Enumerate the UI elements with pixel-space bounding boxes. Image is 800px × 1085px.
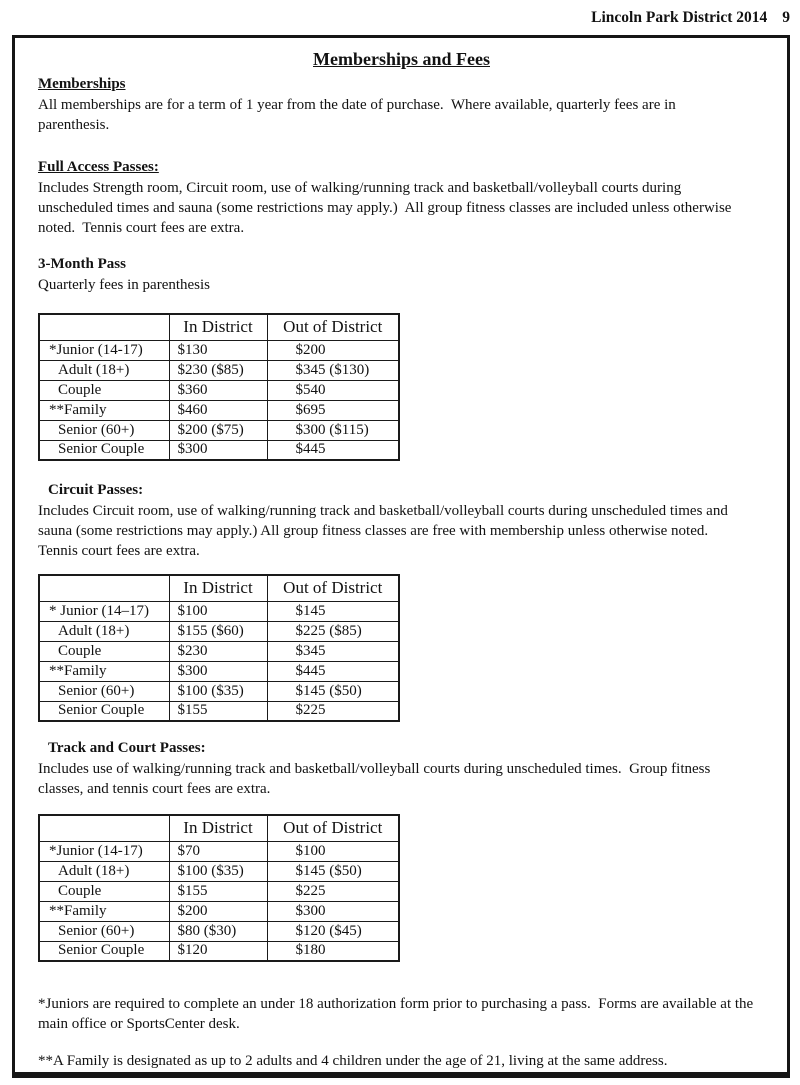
family-footnote: **A Family is designated as up to 2 adults and 4 children under the age of 21, living at the same address. xyxy=(38,1053,668,1069)
in-district-value: $70 xyxy=(169,841,267,861)
track-court-heading: Track and Court Passes: xyxy=(48,740,206,756)
full-access-section xyxy=(38,157,765,461)
row-category-label: Adult (18+) xyxy=(39,861,169,881)
full-access-heading: Full Access Passes: xyxy=(38,159,159,175)
circuit-description: Includes Circuit room, use of walking/running track and basketball/volleyball courts during unscheduled times and sauna (some restrictions may apply.) All group fitness classes are free with membership unless otherwise noted. Tennis court fees are extra. xyxy=(38,503,732,559)
track-court-description: Includes use of walking/running track and basketball/volleyball courts during unscheduled times. Group fitness classes, and tennis court fees are extra. xyxy=(38,761,715,797)
category-column-header xyxy=(39,815,169,841)
page-title: Memberships and Fees xyxy=(313,49,490,69)
in-district-value: $130 xyxy=(169,340,267,360)
publication-title: Lincoln Park District 2014 xyxy=(591,9,768,26)
out-of-district-value: $145 ($50) xyxy=(267,861,399,881)
row-category-label: Couple xyxy=(39,641,169,661)
out-of-district-value: $300 ($115) xyxy=(267,420,399,440)
in-district-value: $155 xyxy=(169,701,267,721)
out-of-district-value: $225 xyxy=(267,881,399,901)
row-category-label: **Family xyxy=(39,901,169,921)
out-of-district-value: $695 xyxy=(267,400,399,420)
row-category-label: **Family xyxy=(39,661,169,681)
row-category-label: Adult (18+) xyxy=(39,621,169,641)
in-district-value: $100 ($35) xyxy=(169,861,267,881)
fee-table-row xyxy=(39,861,399,881)
fee-table-row xyxy=(39,400,399,420)
memberships-heading: Memberships xyxy=(38,76,126,92)
row-category-label: Senior (60+) xyxy=(39,921,169,941)
fee-table-row xyxy=(39,681,399,701)
row-category-label: *Junior (14-17) xyxy=(39,340,169,360)
out-of-district-value: $225 xyxy=(267,701,399,721)
row-category-label: Senior Couple xyxy=(39,701,169,721)
three-month-pass-subtitle: Quarterly fees in parenthesis xyxy=(38,277,211,293)
fee-table-row xyxy=(39,841,399,861)
in-district-value: $80 ($30) xyxy=(169,921,267,941)
in-district-value: $200 ($75) xyxy=(169,420,267,440)
row-category-label: Couple xyxy=(39,881,169,901)
fee-table-row xyxy=(39,380,399,400)
in-district-value: $100 ($35) xyxy=(169,681,267,701)
in-district-value: $100 xyxy=(169,601,267,621)
row-category-label: **Family xyxy=(39,400,169,420)
full-access-fee-table xyxy=(38,313,400,461)
out-of-district-value: $445 xyxy=(267,661,399,681)
row-category-label: * Junior (14–17) xyxy=(39,601,169,621)
out-of-district-value: $225 ($85) xyxy=(267,621,399,641)
in-district-value: $300 xyxy=(169,440,267,460)
in-district-value: $230 ($85) xyxy=(169,360,267,380)
memberships-section xyxy=(38,74,765,135)
out-of-district-value: $345 xyxy=(267,641,399,661)
three-month-pass-title: 3-Month Pass xyxy=(38,256,126,272)
fee-table-row xyxy=(39,621,399,641)
fee-table-header-row xyxy=(39,815,399,841)
in-district-value: $230 xyxy=(169,641,267,661)
out-of-district-value: $445 xyxy=(267,440,399,460)
full-access-description: Includes Strength room, Circuit room, use of walking/running track and basketball/volleyball courts during unscheduled times and sauna (some restrictions may apply.) All group fitness classes are included unless otherwise noted. Tennis court fees are extra. xyxy=(38,180,736,236)
track-court-section xyxy=(38,738,765,962)
row-category-label: Senior Couple xyxy=(39,440,169,460)
in-district-column-header: In District xyxy=(169,314,267,340)
category-column-header xyxy=(39,314,169,340)
fee-table-row xyxy=(39,601,399,621)
fee-table-header-row xyxy=(39,314,399,340)
memberships-description: All memberships are for a term of 1 year from the date of purchase. Where available, quarterly fees are in parenthesis. xyxy=(38,97,680,133)
circuit-section xyxy=(38,480,765,722)
row-category-label: *Junior (14-17) xyxy=(39,841,169,861)
fee-table-row xyxy=(39,921,399,941)
page-border-box xyxy=(12,35,790,1078)
in-district-value: $360 xyxy=(169,380,267,400)
out-of-district-value: $145 xyxy=(267,601,399,621)
out-of-district-value: $145 ($50) xyxy=(267,681,399,701)
fee-table-row xyxy=(39,340,399,360)
track-court-fee-table xyxy=(38,814,400,962)
in-district-value: $300 xyxy=(169,661,267,681)
circuit-heading: Circuit Passes: xyxy=(48,482,144,498)
fee-table-row xyxy=(39,360,399,380)
in-district-column-header: In District xyxy=(169,575,267,601)
out-of-district-value: $100 xyxy=(267,841,399,861)
row-category-label: Senior (60+) xyxy=(39,681,169,701)
in-district-column-header: In District xyxy=(169,815,267,841)
row-category-label: Couple xyxy=(39,380,169,400)
out-of-district-value: $200 xyxy=(267,340,399,360)
row-category-label: Senior (60+) xyxy=(39,420,169,440)
category-column-header xyxy=(39,575,169,601)
in-district-value: $155 xyxy=(169,881,267,901)
juniors-footnote: *Juniors are required to complete an under 18 authorization form prior to purchasing a pass. Forms are available at the main office or SportsCenter desk. xyxy=(38,996,757,1032)
out-of-district-value: $300 xyxy=(267,901,399,921)
page-header xyxy=(591,9,790,27)
fee-table-row xyxy=(39,901,399,921)
row-category-label: Adult (18+) xyxy=(39,360,169,380)
fee-table-row xyxy=(39,440,399,460)
row-category-label: Senior Couple xyxy=(39,941,169,961)
out-of-district-value: $120 ($45) xyxy=(267,921,399,941)
out-of-district-value: $540 xyxy=(267,380,399,400)
out-of-district-column-header: Out of District xyxy=(267,314,399,340)
fee-table-row xyxy=(39,641,399,661)
in-district-value: $460 xyxy=(169,400,267,420)
out-of-district-column-header: Out of District xyxy=(267,815,399,841)
fee-table-row xyxy=(39,941,399,961)
in-district-value: $155 ($60) xyxy=(169,621,267,641)
page-number: 9 xyxy=(782,9,790,26)
out-of-district-value: $180 xyxy=(267,941,399,961)
fee-table-header-row xyxy=(39,575,399,601)
in-district-value: $200 xyxy=(169,901,267,921)
fee-table-row xyxy=(39,661,399,681)
circuit-fee-table xyxy=(38,574,400,722)
fee-table-row xyxy=(39,701,399,721)
fee-table-row xyxy=(39,881,399,901)
fee-table-row xyxy=(39,420,399,440)
out-of-district-value: $345 ($130) xyxy=(267,360,399,380)
out-of-district-column-header: Out of District xyxy=(267,575,399,601)
in-district-value: $120 xyxy=(169,941,267,961)
